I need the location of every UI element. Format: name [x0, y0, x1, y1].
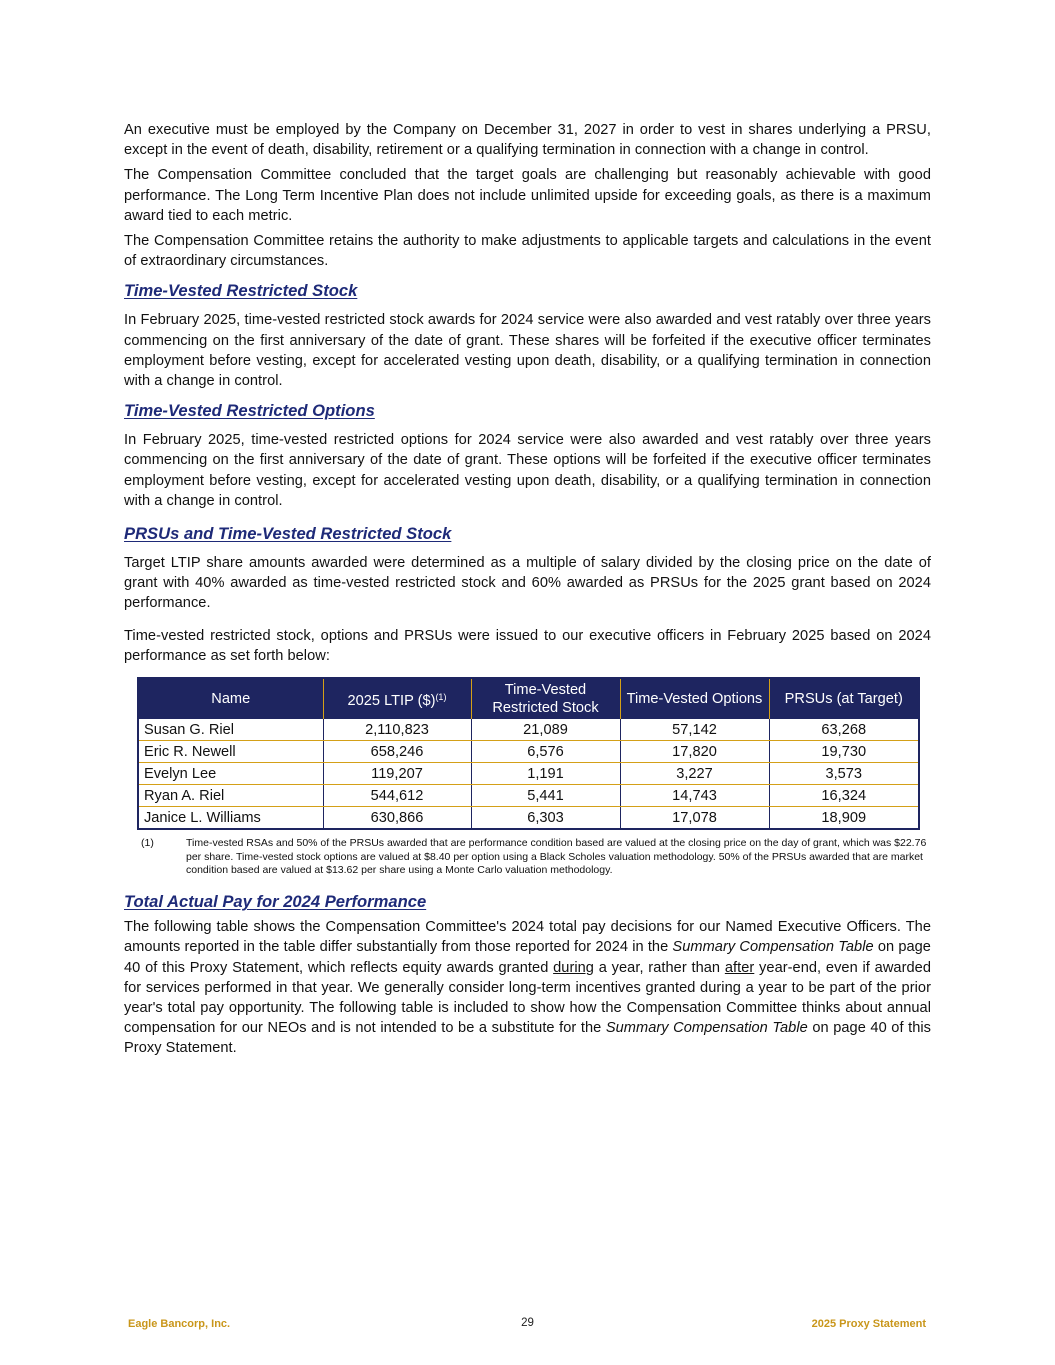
column-header-options: Time-Vested Options	[620, 678, 769, 719]
column-header-ltip	[323, 678, 471, 719]
column-header-ltip-label: 2025 LTIP ($)	[347, 693, 436, 710]
paragraph-awards-intro: Time-vested restricted stock, options and PRSUs were issued to our executive officers in February 2025 based on 2024 performance as set forth below:	[124, 627, 931, 664]
footer-page-number: 29	[521, 1317, 534, 1329]
text-run: on page 40 of this Proxy Statement, which reflects equity awards granted	[124, 939, 931, 976]
cell-ltip: 119,207	[323, 763, 471, 785]
cell-restricted-stock: 1,191	[471, 763, 620, 785]
text-run: year-end, even if awarded for services performed in that year. We generally consider long-term incentives granted during a year to be part of the prior year's total pay opportunity. The following table is included to show how the Compensation Committee thinks about annual compensation for our NEOs and is not intended to be a substitute for the	[124, 959, 931, 1037]
table-row	[138, 763, 919, 785]
text-run: a year, rather than	[593, 959, 725, 976]
cell-options: 14,743	[620, 785, 769, 807]
cell-options: 17,078	[620, 807, 769, 830]
column-header-name: Name	[138, 678, 323, 719]
text-run-underline: after	[724, 959, 755, 976]
table-footnote	[141, 837, 931, 878]
footnote-marker: (1)	[435, 692, 447, 703]
cell-ltip: 630,866	[323, 807, 471, 830]
cell-restricted-stock: 21,089	[471, 719, 620, 741]
cell-restricted-stock: 5,441	[471, 785, 620, 807]
heading-prsus: PRSUs and Time-Vested Restricted Stock	[124, 524, 452, 544]
heading-time-vested-options: Time-Vested Restricted Options	[124, 401, 375, 421]
table-header-row	[138, 678, 919, 719]
cell-restricted-stock: 6,576	[471, 741, 620, 763]
table-row	[138, 807, 919, 830]
cell-name: Ryan A. Riel	[138, 785, 323, 807]
cell-prsus: 63,268	[769, 719, 919, 741]
footnote-number: (1)	[141, 837, 154, 850]
paragraph-ltip-amounts: Target LTIP share amounts awarded were determined as a multiple of salary divided by the closing price on the date of grant with 40% awarded as time-vested restricted stock and 60% awarded as PRSUs for the 2025 grant based on 2024 performance.	[124, 555, 931, 612]
column-header-restricted-stock: Time-Vested Restricted Stock	[471, 678, 620, 719]
cell-name: Eric R. Newell	[138, 741, 323, 763]
footnote-text: Time-vested RSAs and 50% of the PRSUs awarded that are performance condition based are valued at the closing price on the day of grant, which was $22.76 per share. Time-vested stock options are valued at $8.40 per option using a Black Scholes valuation methodology. 50% of the PRSUs awarded that are market condition based are valued at $13.62 per share using a Monte Carlo valuation methodology.	[186, 837, 927, 877]
awards-table	[137, 677, 920, 830]
table-row	[138, 719, 919, 741]
cell-ltip: 544,612	[323, 785, 471, 807]
column-header-prsus: PRSUs (at Target)	[769, 678, 919, 719]
text-run-italic: Summary Compensation Table	[605, 1020, 808, 1037]
footer-company-name: Eagle Bancorp, Inc.	[128, 1318, 231, 1330]
footer-document-title: 2025 Proxy Statement	[811, 1318, 926, 1330]
cell-ltip: 658,246	[323, 741, 471, 763]
text-run: on page 40 of this Proxy Statement.	[124, 1020, 931, 1057]
cell-options: 57,142	[620, 719, 769, 741]
text-run-italic: Summary Compensation Table	[672, 939, 874, 956]
paragraph-time-vested-stock: In February 2025, time-vested restricted stock awards for 2024 service were also awarded and vest ratably over three years commencing on the first anniversary of the date of grant. These shares will be forfeited if the executive officer terminates employment before vesting, except for accelerated vesting upon death, disability, or a qualifying termination in connection with a change in control.	[124, 312, 931, 390]
cell-prsus: 3,573	[769, 763, 919, 785]
intro-paragraph-adjustments: The Compensation Committee retains the authority to make adjustments to applicable targets and calculations in the event of extraordinary circumstances.	[124, 233, 931, 270]
intro-paragraph-goals: The Compensation Committee concluded that the target goals are challenging but reasonably achievable with good performance. The Long Term Incentive Plan does not include unlimited upside for exceeding goals, as there is a maximum award tied to each metric.	[124, 167, 931, 224]
cell-prsus: 19,730	[769, 741, 919, 763]
intro-paragraph-vesting: An executive must be employed by the Company on December 31, 2027 in order to vest in shares underlying a PRSU, except in the event of death, disability, retirement or a qualifying termination in connection with a change in control.	[124, 122, 931, 159]
cell-restricted-stock: 6,303	[471, 807, 620, 830]
cell-prsus: 18,909	[769, 807, 919, 830]
awards-table-container	[137, 677, 918, 830]
table-row	[138, 785, 919, 807]
text-run-underline: during	[553, 959, 594, 976]
paragraph-total-actual-pay	[124, 917, 931, 1058]
text-run: The following table shows the Compensation Committee's 2024 total pay decisions for our Named Executive Officers. The amounts reported in the table differ substantially from those reported for 2024 in the	[124, 919, 931, 956]
cell-prsus: 16,324	[769, 785, 919, 807]
heading-time-vested-stock: Time-Vested Restricted Stock	[124, 281, 358, 301]
document-body	[124, 120, 931, 1064]
cell-options: 17,820	[620, 741, 769, 763]
table-row	[138, 741, 919, 763]
heading-total-actual-pay: Total Actual Pay for 2024 Performance	[124, 892, 427, 912]
cell-ltip: 2,110,823	[323, 719, 471, 741]
cell-options: 3,227	[620, 763, 769, 785]
cell-name: Evelyn Lee	[138, 763, 323, 785]
cell-name: Janice L. Williams	[138, 807, 323, 830]
paragraph-time-vested-options: In February 2025, time-vested restricted options for 2024 service were also awarded and vest ratably over three years commencing on the first anniversary of the date of grant. These options will be forfeited if the executive officer terminates employment before vesting, except for accelerated vesting upon death, disability, or a qualifying termination in connection with a change in control.	[124, 432, 931, 509]
cell-name: Susan G. Riel	[138, 719, 323, 741]
